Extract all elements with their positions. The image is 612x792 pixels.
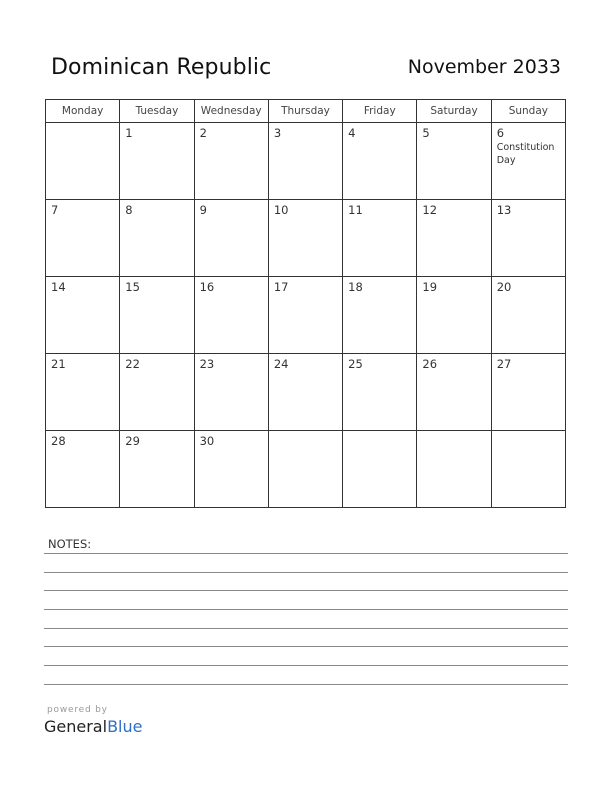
day-cell [46,200,120,277]
day-cell [120,431,194,508]
day-number: 18 [348,280,363,294]
weekday-wednesday: Wednesday [194,100,268,123]
day-number: 4 [348,126,356,140]
day-number [343,431,416,434]
day-cell [343,123,417,200]
day-number: 14 [51,280,66,294]
day-number: 25 [348,357,363,371]
week-row [46,277,566,354]
day-cell [120,354,194,431]
week-row [46,354,566,431]
logo-text-blue: Blue [107,717,143,736]
day-cell [491,277,565,354]
logo-text-general: General [44,717,108,736]
notes-label: NOTES: [48,537,92,551]
day-cell [417,123,491,200]
notes-line [44,684,568,685]
day-cell [194,200,268,277]
day-number: 28 [51,434,66,448]
day-number: 26 [422,357,438,371]
day-number: 29 [125,434,140,448]
weekday-header-row [46,100,566,123]
country-title: Dominican Republic [51,55,272,80]
day-number: 12 [422,203,438,217]
day-cell [268,200,342,277]
day-number [269,431,342,434]
day-cell [417,200,491,277]
day-cell [120,277,194,354]
weekday-sunday: Sunday [491,100,565,123]
day-number [417,431,490,434]
day-number: 27 [496,357,512,371]
day-cell [343,277,417,354]
day-number: 6 [496,126,505,140]
day-number: 8 [125,203,133,217]
week-row [46,431,566,508]
generalblue-logo[interactable] [44,717,142,736]
day-cell [343,431,417,508]
day-number: 3 [273,126,282,140]
day-number: 19 [422,280,438,294]
day-number: 22 [125,357,140,371]
day-cell [46,123,120,200]
notes-line [44,665,568,666]
day-cell [491,123,565,200]
day-cell [120,123,194,200]
day-cell [120,200,194,277]
day-cell [194,354,268,431]
day-number: 24 [273,357,289,371]
week-row [46,200,566,277]
notes-line [44,628,568,629]
day-cell [46,277,120,354]
day-number [492,431,565,434]
notes-line [44,646,568,647]
day-cell [194,431,268,508]
weekday-friday: Friday [343,100,417,123]
day-number: 5 [422,126,430,140]
notes-line [44,553,568,554]
notes-line [44,609,568,610]
day-cell [491,431,565,508]
day-cell [268,431,342,508]
day-number: 15 [125,280,140,294]
weekday-monday: Monday [46,100,120,123]
day-cell [268,123,342,200]
day-cell [194,277,268,354]
day-cell [343,354,417,431]
day-number: 21 [51,357,66,371]
notes-line [44,590,568,591]
day-cell [491,200,565,277]
month-title: November 2033 [407,56,561,78]
day-number: 30 [199,434,215,448]
day-number: 11 [348,203,363,217]
weekday-tuesday: Tuesday [120,100,194,123]
notes-line [44,572,568,573]
day-cell [417,354,491,431]
powered-by-text: powered by [47,705,108,715]
day-cell [343,200,417,277]
day-cell [417,431,491,508]
day-cell [46,354,120,431]
day-cell [268,277,342,354]
day-number: 1 [125,126,133,140]
day-cell [46,431,120,508]
weekday-thursday: Thursday [268,100,342,123]
day-number [46,123,119,126]
day-cell [417,277,491,354]
day-number: 23 [199,357,215,371]
day-cell [268,354,342,431]
day-number: 9 [199,203,207,217]
holiday-label: Constitution Day [496,142,555,166]
day-number: 17 [273,280,289,294]
day-number: 2 [199,126,207,140]
day-number: 7 [51,203,59,217]
day-number: 10 [273,203,289,217]
day-number: 16 [199,280,215,294]
day-number: 13 [496,203,512,217]
day-number: 20 [496,280,512,294]
weekday-saturday: Saturday [417,100,491,123]
day-cell [194,123,268,200]
week-row [46,123,566,200]
day-cell [491,354,565,431]
calendar-grid [45,99,566,508]
